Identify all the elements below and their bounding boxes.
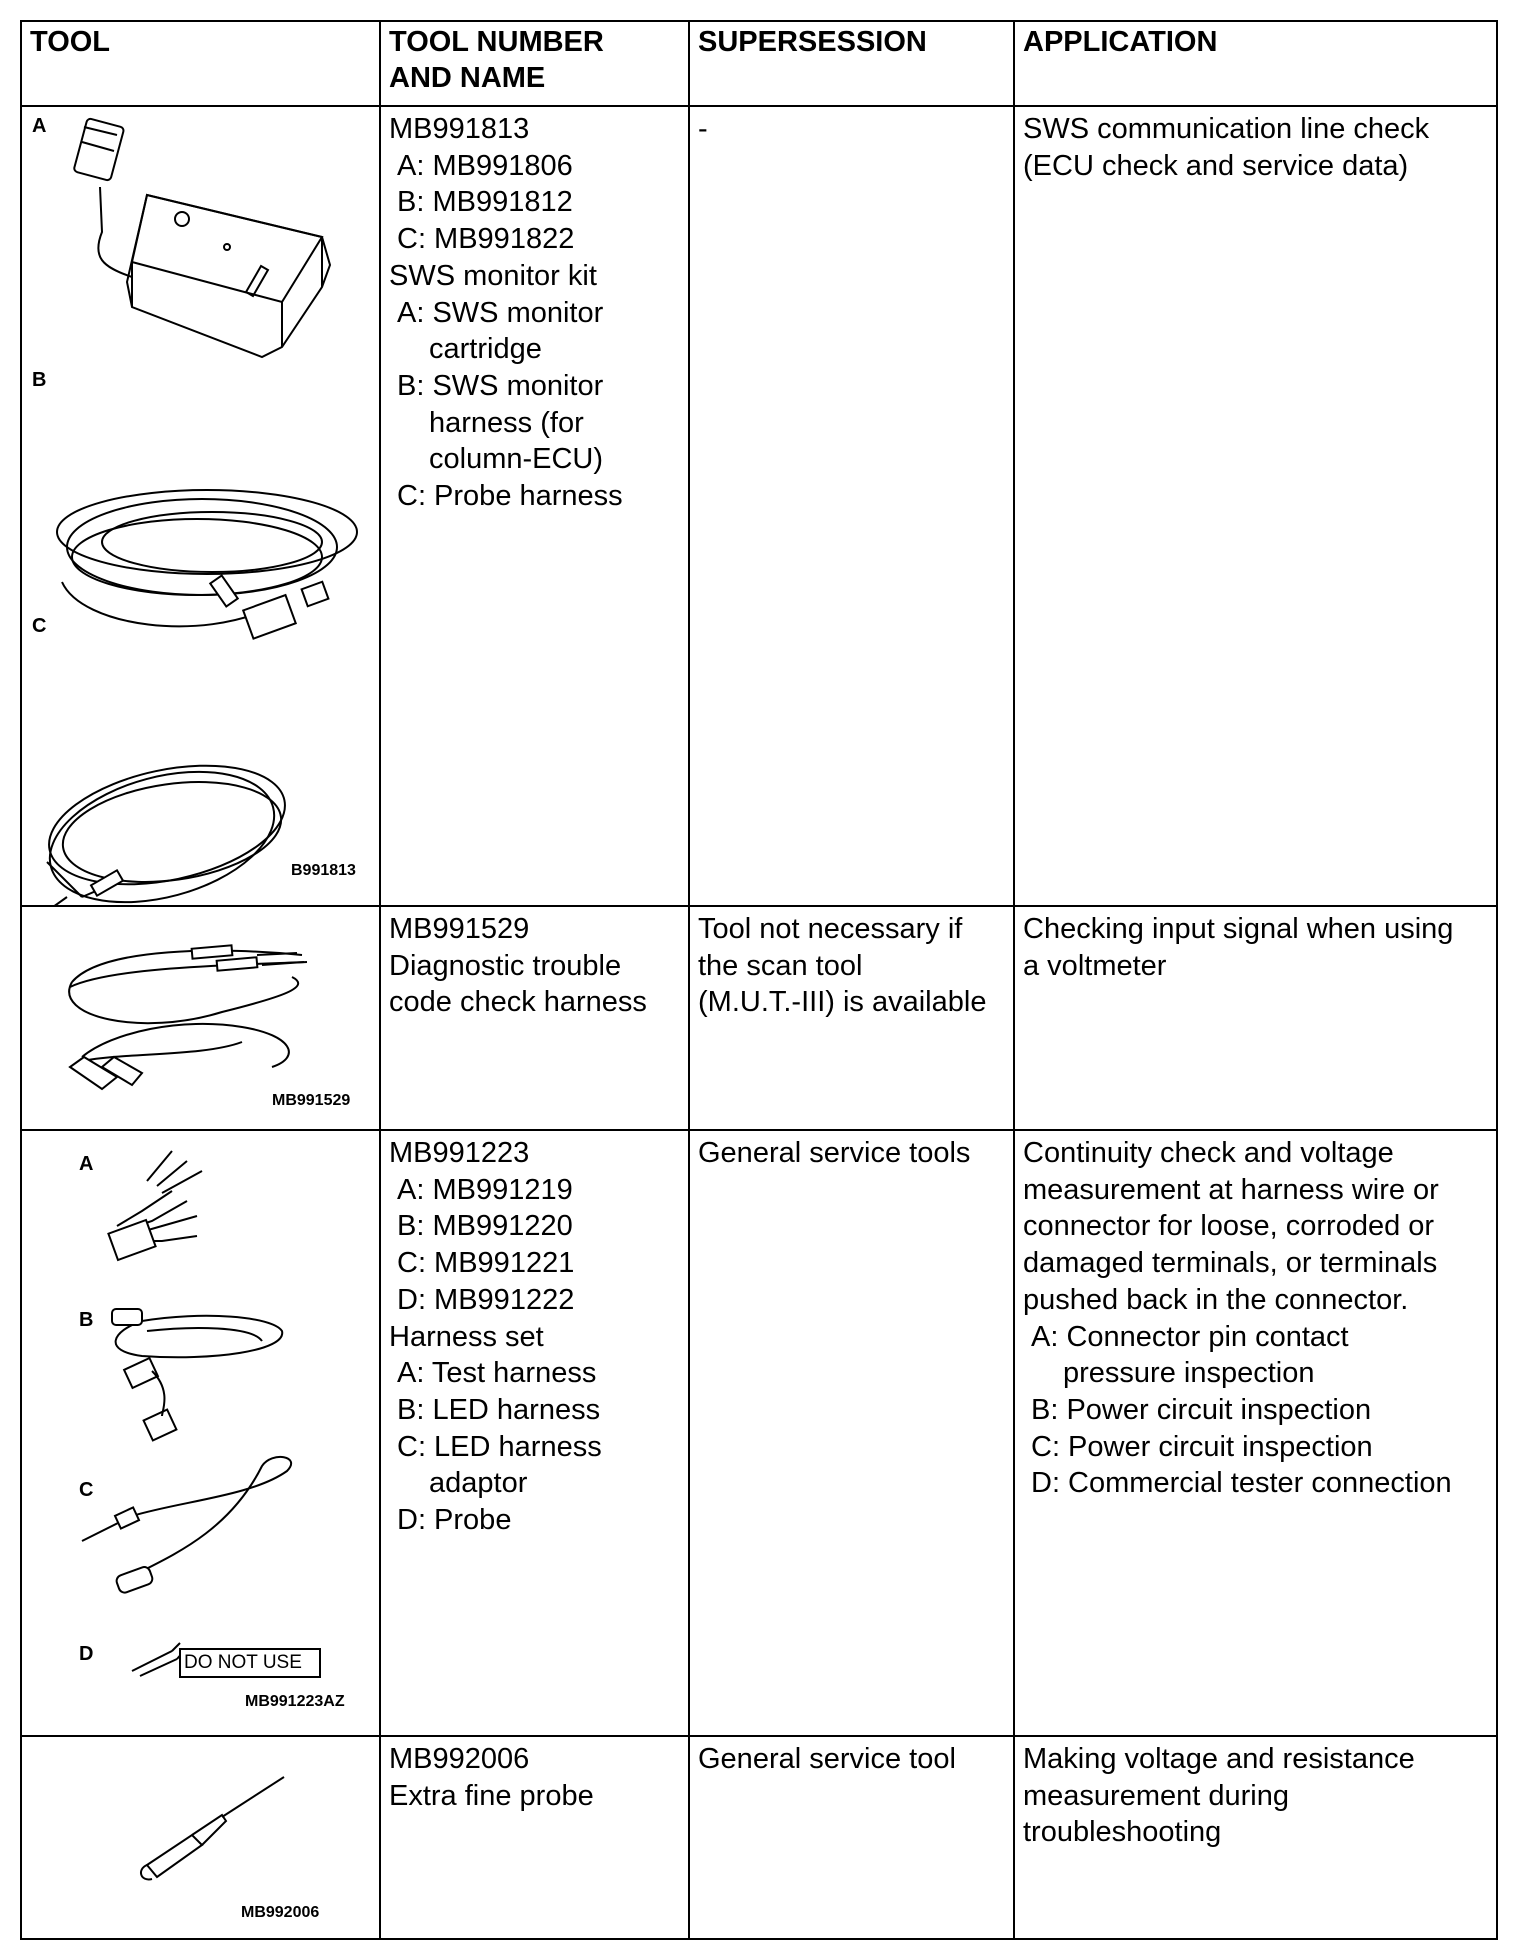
figure-code: MB991223AZ — [245, 1693, 345, 1710]
header-tool: TOOL — [21, 21, 380, 106]
header-tool-number-line1: TOOL NUMBER — [389, 26, 604, 58]
application-cell — [1014, 106, 1497, 906]
part-line: A: Test harness — [397, 1357, 597, 1390]
extra-fine-probe-illustration — [22, 1737, 381, 1940]
figure-code: B991813 — [291, 862, 356, 879]
sub-number: B: MB991812 — [397, 186, 573, 219]
tool-number: MB992006 — [389, 1743, 530, 1775]
part-line: column-ECU) — [429, 443, 604, 476]
part-line: C: LED harness — [397, 1430, 602, 1463]
application-item: D: Commercial tester connection — [1031, 1467, 1452, 1500]
application-line: Continuity check and voltage — [1023, 1137, 1394, 1169]
tool-illustration-cell — [21, 106, 380, 906]
sub-number: A: MB991806 — [397, 149, 573, 182]
figure-label-c: C — [79, 1479, 94, 1501]
application-cell — [1014, 1736, 1497, 1939]
application-line: SWS communication line check — [1023, 113, 1430, 145]
supersession-cell — [689, 106, 1014, 906]
part-line: D: Probe — [397, 1504, 512, 1537]
table-row — [21, 1736, 1497, 1939]
tool-name: Harness set — [389, 1320, 544, 1353]
supersession-line: Tool not necessary if — [698, 913, 963, 945]
tool-number: MB991529 — [389, 913, 530, 945]
harness-set-illustration — [22, 1131, 381, 1737]
part-line: adaptor — [429, 1467, 528, 1500]
application-cell — [1014, 906, 1497, 1130]
header-tool-number — [380, 21, 689, 106]
application-item: B: Power circuit inspection — [1031, 1393, 1372, 1426]
tool-number-cell — [380, 906, 689, 1130]
application-line: Making voltage and resistance — [1023, 1743, 1415, 1775]
supersession-line: the scan tool — [698, 949, 863, 982]
figure-label-a: A — [79, 1153, 94, 1175]
part-line: harness (for — [429, 406, 584, 439]
tool-illustration-cell — [21, 1130, 380, 1736]
supersession-text: General service tool — [698, 1743, 956, 1775]
application-line: damaged terminals, or terminals — [1023, 1247, 1438, 1280]
figure-code: MB992006 — [241, 1904, 320, 1921]
supersession-text: - — [698, 113, 708, 145]
table-row — [21, 106, 1497, 906]
sub-number: D: MB991222 — [397, 1283, 575, 1316]
sub-number: B: MB991220 — [397, 1210, 573, 1243]
application-item: pressure inspection — [1063, 1357, 1315, 1390]
application-line: measurement at harness wire or — [1023, 1173, 1439, 1206]
application-line: (ECU check and service data) — [1023, 149, 1409, 182]
supersession-text: General service tools — [698, 1137, 971, 1169]
figure-label-b: B — [32, 369, 47, 391]
application-item: A: Connector pin contact — [1031, 1320, 1349, 1353]
supersession-line: (M.U.T.-III) is available — [698, 986, 987, 1019]
sws-monitor-kit-illustration — [22, 107, 381, 907]
tool-number: MB991813 — [389, 113, 530, 145]
part-line: B: LED harness — [397, 1393, 601, 1426]
tool-name-line: Diagnostic trouble — [389, 949, 622, 982]
part-line: cartridge — [429, 333, 542, 366]
header-supersession: SUPERSESSION — [689, 21, 1014, 106]
header-application: APPLICATION — [1014, 21, 1497, 106]
figure-label-c: C — [32, 615, 47, 637]
supersession-cell — [689, 906, 1014, 1130]
application-line: troubleshooting — [1023, 1816, 1222, 1849]
application-line: Checking input signal when using — [1023, 913, 1454, 945]
sub-number: A: MB991219 — [397, 1173, 573, 1206]
application-line: a voltmeter — [1023, 949, 1167, 982]
tool-name-line: code check harness — [389, 986, 647, 1019]
part-line: B: SWS monitor — [397, 369, 604, 402]
tool-illustration-cell — [21, 1736, 380, 1939]
tool-illustration-cell — [21, 906, 380, 1130]
tool-number-cell — [380, 1736, 689, 1939]
supersession-cell — [689, 1130, 1014, 1736]
figure-code: MB991529 — [272, 1092, 351, 1109]
application-line: measurement during — [1023, 1779, 1289, 1812]
figure-label-d: D — [79, 1643, 94, 1665]
tool-number-cell — [380, 1130, 689, 1736]
table-row — [21, 906, 1497, 1130]
application-cell — [1014, 1130, 1497, 1736]
figure-label-b: B — [79, 1309, 94, 1331]
application-line: pushed back in the connector. — [1023, 1283, 1409, 1316]
header-tool-number-line2: AND NAME — [389, 62, 546, 94]
tool-number-cell — [380, 106, 689, 906]
part-line: A: SWS monitor — [397, 296, 604, 329]
application-item: C: Power circuit inspection — [1031, 1430, 1373, 1463]
tool-name: SWS monitor kit — [389, 259, 597, 292]
do-not-use-label: DO NOT USE — [184, 1652, 302, 1673]
special-tools-table — [20, 20, 1498, 1940]
figure-label-a: A — [32, 115, 47, 137]
part-line: C: Probe harness — [397, 480, 623, 513]
application-line: connector for loose, corroded or — [1023, 1210, 1435, 1243]
table-row — [21, 1130, 1497, 1736]
tool-name: Extra fine probe — [389, 1779, 594, 1812]
supersession-cell — [689, 1736, 1014, 1939]
sub-number: C: MB991822 — [397, 223, 575, 256]
header-row — [21, 21, 1497, 106]
sub-number: C: MB991221 — [397, 1247, 575, 1280]
tool-number: MB991223 — [389, 1137, 530, 1169]
